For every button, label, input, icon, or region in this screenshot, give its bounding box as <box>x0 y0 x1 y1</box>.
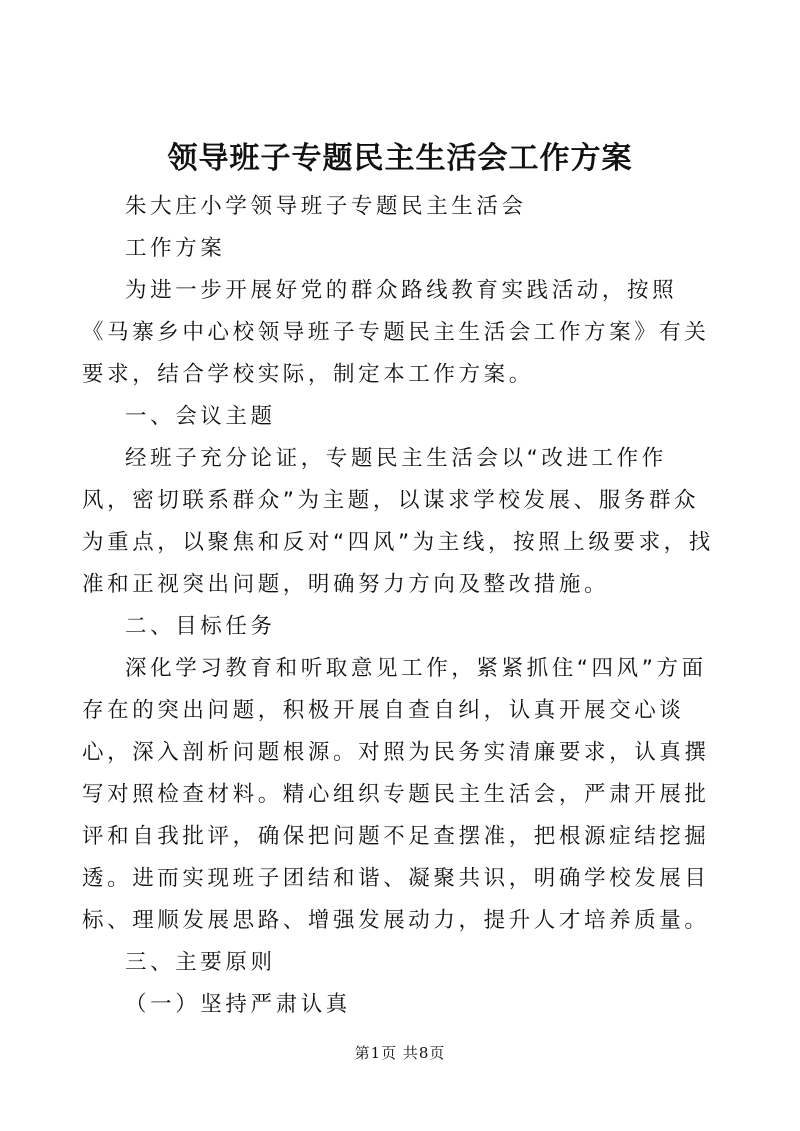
subtitle-line: 工作方案 <box>125 236 226 261</box>
section-heading-goals: 二、目标任务 <box>125 614 276 639</box>
document-title: 领导班子专题民主生活会工作方案 <box>167 141 633 176</box>
principle-item-1: （一）坚持严肃认真 <box>125 992 351 1017</box>
section-heading-principles: 三、主要原则 <box>125 950 276 975</box>
school-name-line: 朱大庄小学领导班子专题民主生活会 <box>125 194 527 219</box>
goals-paragraph: 深化学习教育和听取意见工作，紧紧抓住“四风”方面存在的突出问题，积极开展自查自纠，认真开展交心谈心，深入剖析问题根源。对照为民务实清廉要求，认真撰写对照检查材料。精心组织专题民主生活会，严肃开展批评和自我批评，确保把问题不足查摆准，把根源症结挖掘透。进而实现班子团结和谐、凝聚共识，明确学校发展目标、理顺发展思路、增强发展动力，提升人才培养质量。 <box>82 656 710 933</box>
theme-paragraph: 经班子充分论证，专题民主生活会以“改进工作作风，密切联系群众”为主题，以谋求学校发展、服务群众为重点，以聚焦和反对“四风”为主线，按照上级要求，找准和正视突出问题，明确努力方向及整改措施。 <box>82 446 714 597</box>
intro-paragraph: 为进一步开展好党的群众路线教育实践活动，按照《马寨乡中心校领导班子专题民主生活会工作方案》有关要求，结合学校实际，制定本工作方案。 <box>82 278 710 387</box>
page-footer: 第1页 共8页 <box>354 1044 446 1062</box>
document-body <box>82 186 714 1026</box>
section-heading-theme: 一、会议主题 <box>125 404 276 429</box>
